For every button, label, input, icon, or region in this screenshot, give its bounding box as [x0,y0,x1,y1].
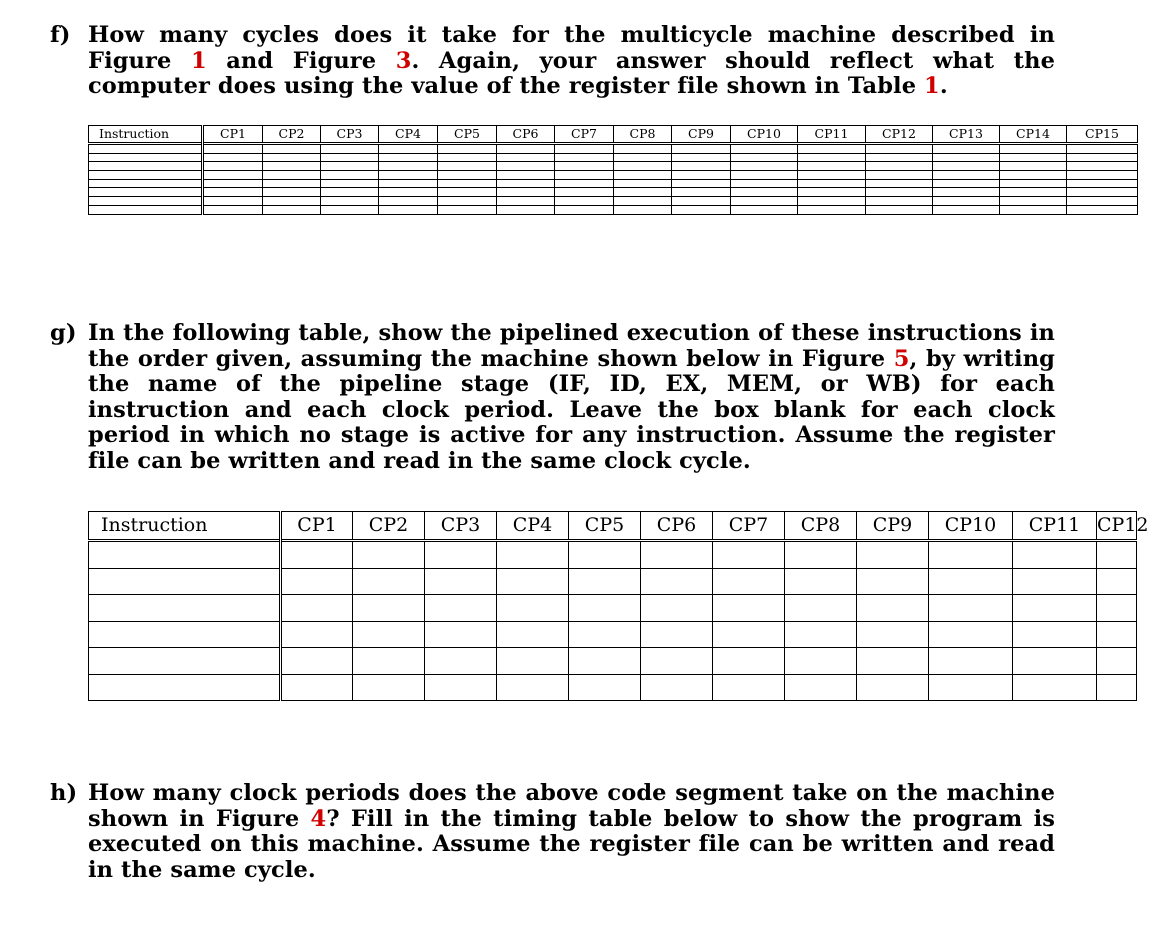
stage-cell[interactable] [555,179,614,188]
instruction-cell[interactable] [89,621,281,648]
table-body [89,541,1137,701]
stage-cell[interactable] [321,197,379,206]
column-header-cp1: CP1 [203,126,263,144]
instruction-cell[interactable] [89,162,203,171]
question-g-text-part: , by writing the name of the pipeline stage (IF, ID, EX, MEM, or WB) for each instruction and each clock period. Leave the box blank for each clock period in which no stage is active for any instruction. Assume the register file can be written and read in the same clock cycle. [88,345,1055,474]
stage-cell[interactable] [569,648,641,675]
stage-cell[interactable] [933,153,1000,162]
table-row [89,188,1138,197]
stage-cell[interactable] [555,188,614,197]
stage-cell[interactable] [569,674,641,701]
stage-cell[interactable] [929,621,1013,648]
stage-cell[interactable] [1000,144,1067,154]
instruction-cell[interactable] [89,568,281,595]
stage-cell[interactable] [263,144,321,154]
stage-cell[interactable] [353,648,425,675]
stage-cell[interactable] [857,595,929,622]
stage-cell[interactable] [1097,648,1137,675]
instruction-cell[interactable] [89,197,203,206]
stage-cell[interactable] [438,144,497,154]
stage-cell[interactable] [321,153,379,162]
stage-cell[interactable] [281,595,353,622]
stage-cell[interactable] [614,144,672,154]
stage-cell[interactable] [1067,197,1138,206]
question-g-text-part: In the following table, show the pipelined execution of these instructions in the order given, assuming the machine shown below in Figure [88,320,1055,372]
stage-cell[interactable] [281,541,353,569]
stage-cell[interactable] [353,568,425,595]
stage-cell[interactable] [353,595,425,622]
figure-ref-link[interactable]: 4 [310,805,327,832]
stage-cell[interactable] [1067,162,1138,171]
stage-cell[interactable] [353,621,425,648]
stage-cell[interactable] [933,188,1000,197]
stage-cell[interactable] [425,621,497,648]
stage-cell[interactable] [731,153,798,162]
table-row [89,153,1138,162]
stage-cell[interactable] [641,568,713,595]
column-header-cp12: CP12 [866,126,933,144]
stage-cell[interactable] [731,205,798,214]
stage-cell[interactable] [1013,595,1097,622]
question-f-label: f) [50,22,71,48]
stage-cell[interactable] [438,197,497,206]
stage-cell[interactable] [379,144,438,154]
stage-cell[interactable] [203,205,263,214]
stage-cell[interactable] [263,179,321,188]
stage-cell[interactable] [379,205,438,214]
stage-cell[interactable] [713,621,785,648]
table-row [89,541,1137,569]
column-header-cp5: CP5 [569,512,641,541]
stage-cell[interactable] [731,179,798,188]
stage-cell[interactable] [1013,541,1097,569]
table-row [89,568,1137,595]
stage-cell[interactable] [798,144,866,154]
stage-cell[interactable] [731,188,798,197]
stage-cell[interactable] [497,568,569,595]
stage-cell[interactable] [713,648,785,675]
column-header-cp4: CP4 [497,512,569,541]
stage-cell[interactable] [614,179,672,188]
column-header-cp2: CP2 [353,512,425,541]
stage-cell[interactable] [263,171,321,180]
stage-cell[interactable] [438,162,497,171]
table-header-row [89,126,1138,144]
stage-cell[interactable] [1097,541,1137,569]
stage-cell[interactable] [933,197,1000,206]
stage-cell[interactable] [353,674,425,701]
stage-cell[interactable] [1097,674,1137,701]
stage-cell[interactable] [1013,568,1097,595]
column-header-cp11: CP11 [798,126,866,144]
stage-cell[interactable] [263,153,321,162]
stage-cell[interactable] [857,648,929,675]
stage-cell[interactable] [857,621,929,648]
stage-cell[interactable] [569,595,641,622]
column-header-cp8: CP8 [614,126,672,144]
stage-cell[interactable] [203,144,263,154]
stage-cell[interactable] [1013,674,1097,701]
column-header-cp2: CP2 [263,126,321,144]
question-f-text-part: How many cycles does it take for the multicycle machine described in Figure [88,22,1055,74]
stage-cell[interactable] [569,621,641,648]
figure-ref-link[interactable]: 5 [893,345,910,372]
stage-cell[interactable] [379,153,438,162]
table-row [89,205,1138,214]
multicycle-timing-table [88,125,1138,215]
table-row [89,595,1137,622]
stage-cell[interactable] [1067,171,1138,180]
stage-cell[interactable] [614,162,672,171]
stage-cell[interactable] [497,153,555,162]
instruction-cell[interactable] [89,674,281,701]
stage-cell[interactable] [1067,205,1138,214]
instruction-cell[interactable] [89,595,281,622]
stage-cell[interactable] [555,171,614,180]
instruction-cell[interactable] [89,541,281,569]
stage-cell[interactable] [555,197,614,206]
stage-cell[interactable] [641,674,713,701]
column-header-cp10: CP10 [731,126,798,144]
stage-cell[interactable] [555,205,614,214]
stage-cell[interactable] [425,648,497,675]
stage-cell[interactable] [672,197,731,206]
stage-cell[interactable] [857,568,929,595]
column-header-cp10: CP10 [929,512,1013,541]
stage-cell[interactable] [497,541,569,569]
stage-cell[interactable] [614,205,672,214]
question-h-text [88,781,1055,883]
column-header-cp9: CP9 [672,126,731,144]
stage-cell[interactable] [929,674,1013,701]
instruction-cell[interactable] [89,188,203,197]
stage-cell[interactable] [672,205,731,214]
stage-cell[interactable] [1097,595,1137,622]
table-row [89,674,1137,701]
stage-cell[interactable] [497,144,555,154]
stage-cell[interactable] [614,197,672,206]
stage-cell[interactable] [497,179,555,188]
column-header-cp13: CP13 [933,126,1000,144]
stage-cell[interactable] [1067,179,1138,188]
column-header-cp5: CP5 [438,126,497,144]
stage-cell[interactable] [1000,153,1067,162]
instruction-cell[interactable] [89,144,203,154]
stage-cell[interactable] [785,621,857,648]
stage-cell[interactable] [425,674,497,701]
table-ref-link[interactable]: 1 [924,73,940,99]
stage-cell[interactable] [866,188,933,197]
figure-ref-link[interactable]: 3 [395,47,412,74]
column-header-cp6: CP6 [641,512,713,541]
stage-cell[interactable] [438,153,497,162]
stage-cell[interactable] [614,188,672,197]
stage-cell[interactable] [569,568,641,595]
question-h-label: h) [50,780,78,806]
stage-cell[interactable] [555,144,614,154]
instruction-cell[interactable] [89,179,203,188]
stage-cell[interactable] [203,162,263,171]
question-h-text-part: ? Fill in the timing table below to show the program is executed on this machine. Assume the register file can be written and read in the same cycle. [88,805,1055,883]
stage-cell[interactable] [497,595,569,622]
stage-cell[interactable] [1067,153,1138,162]
stage-cell[interactable] [263,205,321,214]
stage-cell[interactable] [425,541,497,569]
stage-cell[interactable] [1013,621,1097,648]
stage-cell[interactable] [641,621,713,648]
stage-cell[interactable] [731,162,798,171]
stage-cell[interactable] [1000,197,1067,206]
figure-ref-link[interactable]: 1 [190,47,207,74]
stage-cell[interactable] [497,188,555,197]
stage-cell[interactable] [379,162,438,171]
stage-cell[interactable] [866,162,933,171]
stage-cell[interactable] [203,153,263,162]
stage-cell[interactable] [798,153,866,162]
stage-cell[interactable] [1097,568,1137,595]
table-row [89,171,1138,180]
stage-cell[interactable] [1000,188,1067,197]
stage-cell[interactable] [641,648,713,675]
stage-cell[interactable] [672,144,731,154]
stage-cell[interactable] [1000,205,1067,214]
column-header-cp9: CP9 [857,512,929,541]
table-row [89,144,1138,154]
stage-cell[interactable] [866,179,933,188]
table-row [89,621,1137,648]
stage-cell[interactable] [798,179,866,188]
stage-cell[interactable] [785,541,857,569]
stage-cell[interactable] [497,205,555,214]
stage-cell[interactable] [425,595,497,622]
column-header-cp6: CP6 [497,126,555,144]
stage-cell[interactable] [379,197,438,206]
column-header-cp12: CP12 [1097,512,1137,541]
stage-cell[interactable] [497,197,555,206]
table-header-row [89,512,1137,541]
stage-cell[interactable] [555,162,614,171]
stage-cell[interactable] [866,144,933,154]
column-header-instruction: Instruction [89,126,203,144]
stage-cell[interactable] [1067,144,1138,154]
table-row [89,162,1138,171]
stage-cell[interactable] [672,171,731,180]
stage-cell[interactable] [569,541,641,569]
column-header-cp15: CP15 [1067,126,1138,144]
column-header-cp14: CP14 [1000,126,1067,144]
column-header-cp3: CP3 [425,512,497,541]
stage-cell[interactable] [933,162,1000,171]
table-row [89,648,1137,675]
stage-cell[interactable] [321,179,379,188]
table-row [89,197,1138,206]
stage-cell[interactable] [203,197,263,206]
stage-cell[interactable] [438,179,497,188]
stage-cell[interactable] [281,648,353,675]
stage-cell[interactable] [798,171,866,180]
stage-cell[interactable] [321,188,379,197]
stage-cell[interactable] [497,621,569,648]
stage-cell[interactable] [379,188,438,197]
stage-cell[interactable] [379,179,438,188]
stage-cell[interactable] [785,648,857,675]
question-f [50,23,1055,100]
question-g [50,321,1055,474]
stage-cell[interactable] [614,171,672,180]
instruction-cell[interactable] [89,171,203,180]
stage-cell[interactable] [614,153,672,162]
stage-cell[interactable] [321,205,379,214]
table-row [89,179,1138,188]
stage-cell[interactable] [713,674,785,701]
table-body [89,144,1138,215]
stage-cell[interactable] [641,541,713,569]
stage-cell[interactable] [785,595,857,622]
stage-cell[interactable] [1067,188,1138,197]
stage-cell[interactable] [929,568,1013,595]
stage-cell[interactable] [321,144,379,154]
instruction-cell[interactable] [89,153,203,162]
stage-cell[interactable] [497,162,555,171]
column-header-instruction: Instruction [89,512,281,541]
column-header-cp3: CP3 [321,126,379,144]
stage-cell[interactable] [713,568,785,595]
stage-cell[interactable] [203,179,263,188]
stage-cell[interactable] [353,541,425,569]
stage-cell[interactable] [203,188,263,197]
stage-cell[interactable] [1000,179,1067,188]
stage-cell[interactable] [497,648,569,675]
stage-cell[interactable] [731,197,798,206]
column-header-cp1: CP1 [281,512,353,541]
stage-cell[interactable] [641,595,713,622]
question-h-text-part: How many clock periods does the above code segment take on the machine shown in Figure [88,780,1055,832]
stage-cell[interactable] [713,541,785,569]
stage-cell[interactable] [929,541,1013,569]
stage-cell[interactable] [263,188,321,197]
column-header-cp7: CP7 [713,512,785,541]
stage-cell[interactable] [929,595,1013,622]
question-g-text [88,321,1055,474]
stage-cell[interactable] [798,188,866,197]
question-f-text [88,23,1055,100]
stage-cell[interactable] [672,162,731,171]
stage-cell[interactable] [672,153,731,162]
column-header-cp7: CP7 [555,126,614,144]
stage-cell[interactable] [933,171,1000,180]
stage-cell[interactable] [438,188,497,197]
stage-cell[interactable] [933,144,1000,154]
stage-cell[interactable] [263,197,321,206]
stage-cell[interactable] [857,674,929,701]
pipeline-timing-table [88,511,1149,701]
stage-cell[interactable] [713,595,785,622]
stage-cell[interactable] [798,205,866,214]
question-g-label: g) [50,320,77,346]
stage-cell[interactable] [785,568,857,595]
question-f-text-part: and Figure [206,47,396,74]
stage-cell[interactable] [731,171,798,180]
question-f-text-part: . Again, your answer should reflect what the computer does using the value of the register file shown in Table [88,47,1055,99]
stage-cell[interactable] [933,179,1000,188]
stage-cell[interactable] [798,197,866,206]
stage-cell[interactable] [1013,648,1097,675]
stage-cell[interactable] [321,162,379,171]
stage-cell[interactable] [866,153,933,162]
instruction-cell[interactable] [89,648,281,675]
stage-cell[interactable] [281,568,353,595]
stage-cell[interactable] [1097,621,1137,648]
column-header-cp4: CP4 [379,126,438,144]
stage-cell[interactable] [866,197,933,206]
stage-cell[interactable] [672,179,731,188]
stage-cell[interactable] [438,205,497,214]
stage-cell[interactable] [1000,171,1067,180]
stage-cell[interactable] [281,621,353,648]
stage-cell[interactable] [321,171,379,180]
stage-cell[interactable] [438,171,497,180]
stage-cell[interactable] [933,205,1000,214]
stage-cell[interactable] [425,568,497,595]
stage-cell[interactable] [1000,162,1067,171]
stage-cell[interactable] [379,171,438,180]
column-header-cp11: CP11 [1013,512,1097,541]
stage-cell[interactable] [263,162,321,171]
stage-cell[interactable] [857,541,929,569]
question-h [50,781,1055,883]
stage-cell[interactable] [866,171,933,180]
stage-cell[interactable] [555,153,614,162]
stage-cell[interactable] [497,674,569,701]
stage-cell[interactable] [798,162,866,171]
stage-cell[interactable] [672,188,731,197]
stage-cell[interactable] [497,171,555,180]
stage-cell[interactable] [203,171,263,180]
stage-cell[interactable] [866,205,933,214]
stage-cell[interactable] [731,144,798,154]
stage-cell[interactable] [785,674,857,701]
stage-cell[interactable] [929,648,1013,675]
column-header-cp8: CP8 [785,512,857,541]
question-f-text-part: . [939,73,948,99]
stage-cell[interactable] [281,674,353,701]
instruction-cell[interactable] [89,205,203,214]
